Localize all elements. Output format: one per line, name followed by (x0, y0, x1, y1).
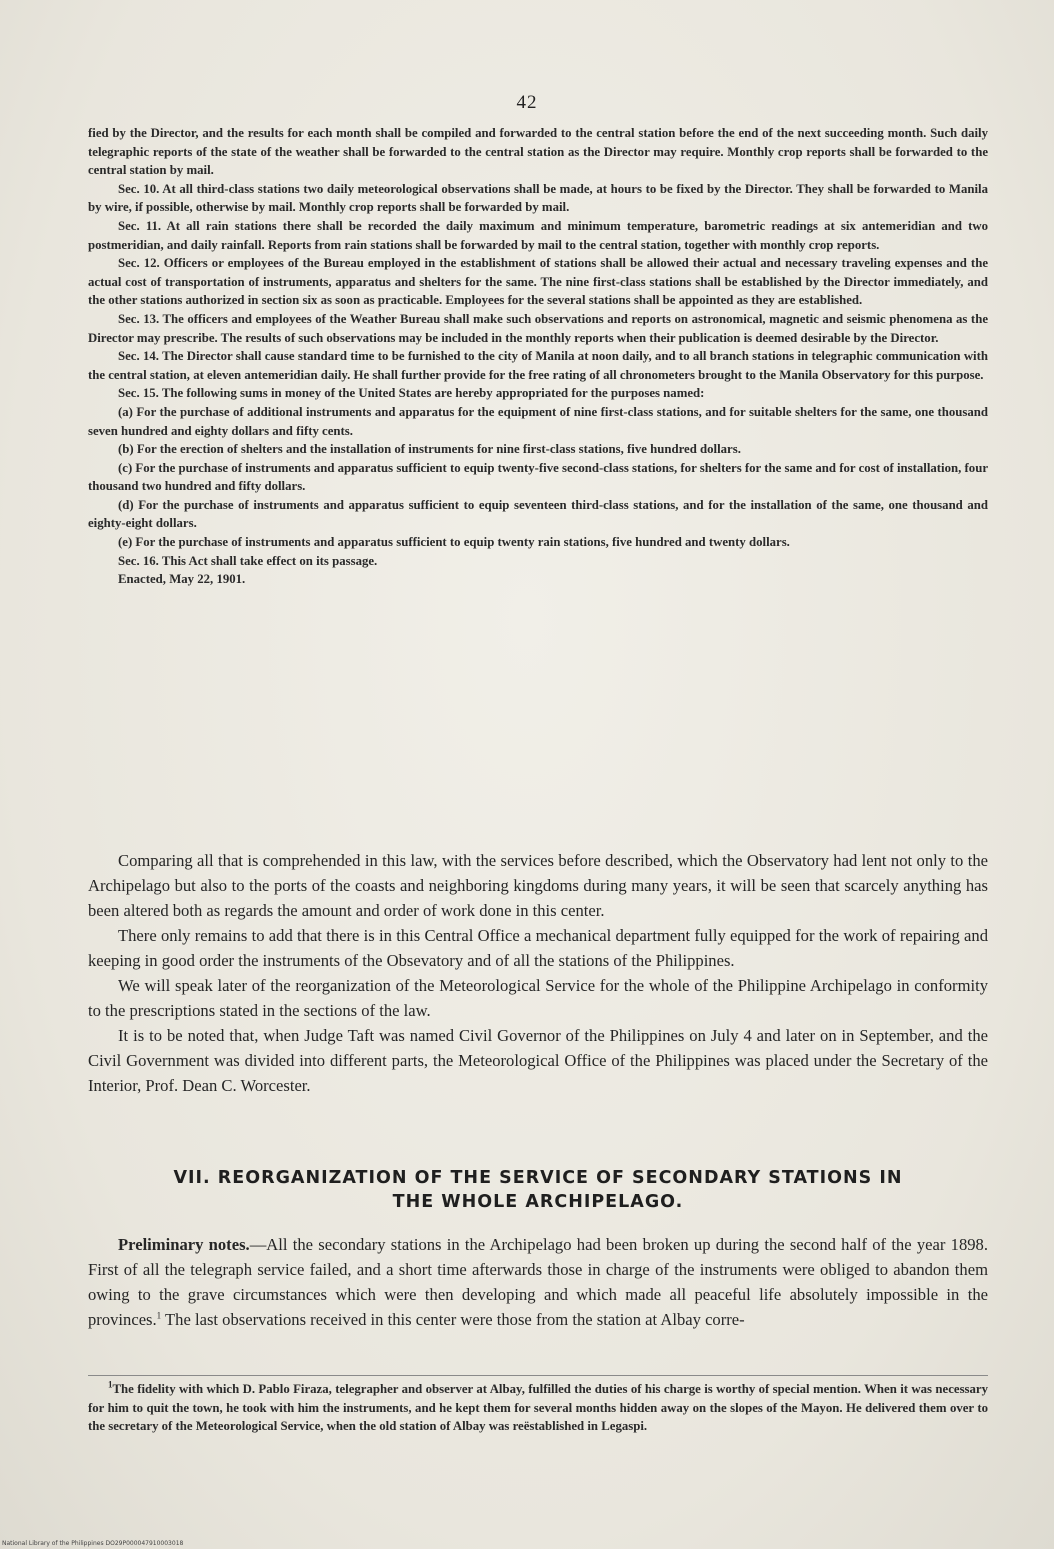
footnote (88, 1380, 988, 1436)
law-section-14: Sec. 14. The Director shall cause standard time to be furnished to the city of Manila at noon daily, and to all branch stations in telegraphic communication with the central station, at eleven antemeridian daily. He shall further provide for the free rating of all chronometers brought to the Manila Observatory for this purpose. (88, 349, 988, 382)
law-item-b: (b) For the erection of shelters and the installation of instruments for nine first-class stations, five hundred dollars. (118, 442, 741, 457)
law-text-block (88, 124, 988, 589)
body-paragraph: There only remains to add that there is in this Central Office a mechanical department fully equipped for the work of repairing and keeping in good order the instruments of the Obsevatory and of all the stations of the Philippines. (88, 926, 988, 970)
body-paragraph: It is to be noted that, when Judge Taft was named Civil Governor of the Philippines on July 4 and later on in September, and the Civil Government was divided into different parts, the Meteorological Office of the Philippines was placed under the Secretary of the Interior, Prof. Dean C. Worcester. (88, 1026, 988, 1095)
footnote-divider (88, 1375, 988, 1376)
section-heading-line: VII. REORGANIZATION OF THE SERVICE OF SECONDARY STATIONS IN (173, 1168, 903, 1188)
law-section-15: Sec. 15. The following sums in money of the United States are hereby appropriated for the purposes named: (118, 386, 705, 401)
preliminary-notes (88, 1232, 988, 1332)
footnote-paragraph (88, 1380, 988, 1436)
law-section-16: Sec. 16. This Act shall take effect on its passage. (118, 553, 378, 568)
preliminary-paragraph (88, 1232, 988, 1332)
law-section-11: Sec. 11. At all rain stations there shall be recorded the daily maximum and minimum temperature, barometric readings at six antemeridian and two postmeridian, and daily rainfall. Reports from rain stations shall be forwarded by mail to the central station, together with monthly crop reports. (88, 218, 988, 252)
section-heading (88, 1166, 988, 1214)
body-paragraph: Comparing all that is comprehended in this law, with the services before described, which the Observatory had lent not only to the Archipelago but also to the ports of the coasts and neighboring kingdoms during many years, it will be seen that scarcely anything has been altered both as regards the amount and order of work done in this center. (88, 851, 988, 920)
law-item-d: (d) For the purchase of instruments and apparatus sufficient to equip seventeen third-class stations, and for the installation of the same, one thousand and eighty-eight dollars. (88, 497, 988, 531)
scan-credit: National Library of the Philippines DO29P000047910003018 (2, 1540, 184, 1547)
preliminary-lead: Preliminary notes. (118, 1235, 250, 1254)
page-number: 42 (516, 92, 538, 113)
law-section-10: Sec. 10. At all third-class stations two daily meteorological observations shall be made, at hours to be fixed by the Director. They shall be forwarded to Manila by wire, if possible, otherwise by mail. Monthly crop reports shall be forwarded by mail. (88, 181, 988, 215)
law-enactment-date: Enacted, May 22, 1901. (118, 572, 246, 587)
footnote-reference: 1 (156, 1310, 162, 1321)
law-section-13: Sec. 13. The officers and employees of the Weather Bureau shall make such observations and reports on astronomical, magnetic and seismic phenomena as the Director may prescribe. The results of such observations may be included in the monthly reports when their publication is deemed desirable by the Director. (88, 311, 988, 345)
law-paragraph: fied by the Director, and the results for each month shall be compiled and forwarded to the central station before the end of the next succeeding month. Such daily telegraphic reports of the state of the weather shall be forwarded to the central station as the Director may require. Monthly crop reports shall be forwarded to the central station by mail. (88, 126, 988, 178)
section-heading-line: THE WHOLE ARCHIPELAGO. (392, 1192, 684, 1212)
law-item-c: (c) For the purchase of instruments and apparatus sufficient to equip twenty-five second-class stations, for shelters for the same and for cost of installation, four thousand two hundred and fifty dollars. (88, 460, 988, 494)
law-item-e: (e) For the purchase of instruments and apparatus sufficient to equip twenty rain stations, five hundred and twenty dollars. (118, 535, 790, 550)
preliminary-text: —All the secondary stations in the Archipelago had been broken up during the second half of the year 1898. First of all the telegraph service failed, and a short time afterwards those in charge of the instruments were obliged to abandon them owing to the grave circumstances which were then developing and which made all peaceful life absolutely impossible in the provinces. (88, 1235, 988, 1329)
law-item-a: (a) For the purchase of additional instruments and apparatus for the equipment of nine first-class stations, and for suitable shelters for the same, one thousand seven hundred and eighty dollars and fifty cents. (88, 404, 988, 438)
body-paragraph: We will speak later of the reorganization of the Meteorological Service for the whole of the Philippine Archipelago in conformity to the prescriptions stated in the sections of the law. (88, 976, 988, 1020)
footnote-text: The fidelity with which D. Pablo Firaza, telegrapher and observer at Albay, fulfilled the duties of his charge is worthy of special mention. When it was necessary for him to quit the town, he took with him the instruments, and he kept them for several months hidden away on the slopes of the Mayon. He delivered them over to the secretary of the Meteorological Service, when the old station of Albay was reëstablished in Legaspi. (88, 1382, 988, 1433)
body-text-block (88, 848, 988, 1098)
law-section-12: Sec. 12. Officers or employees of the Bureau employed in the establishment of stations shall be allowed their actual and necessary traveling expenses and the actual cost of transportation of instruments, apparatus and shelters for the same. The nine first-class stations shall be established by the Director immediately, and the other stations authorized in section six as soon as practicable. Employees for the several stations shall be appointed as they are established. (88, 256, 988, 308)
footnote-mark: 1 (108, 1379, 113, 1390)
preliminary-text-continued: The last observations received in this center were those from the station at Albay corre- (161, 1310, 745, 1329)
